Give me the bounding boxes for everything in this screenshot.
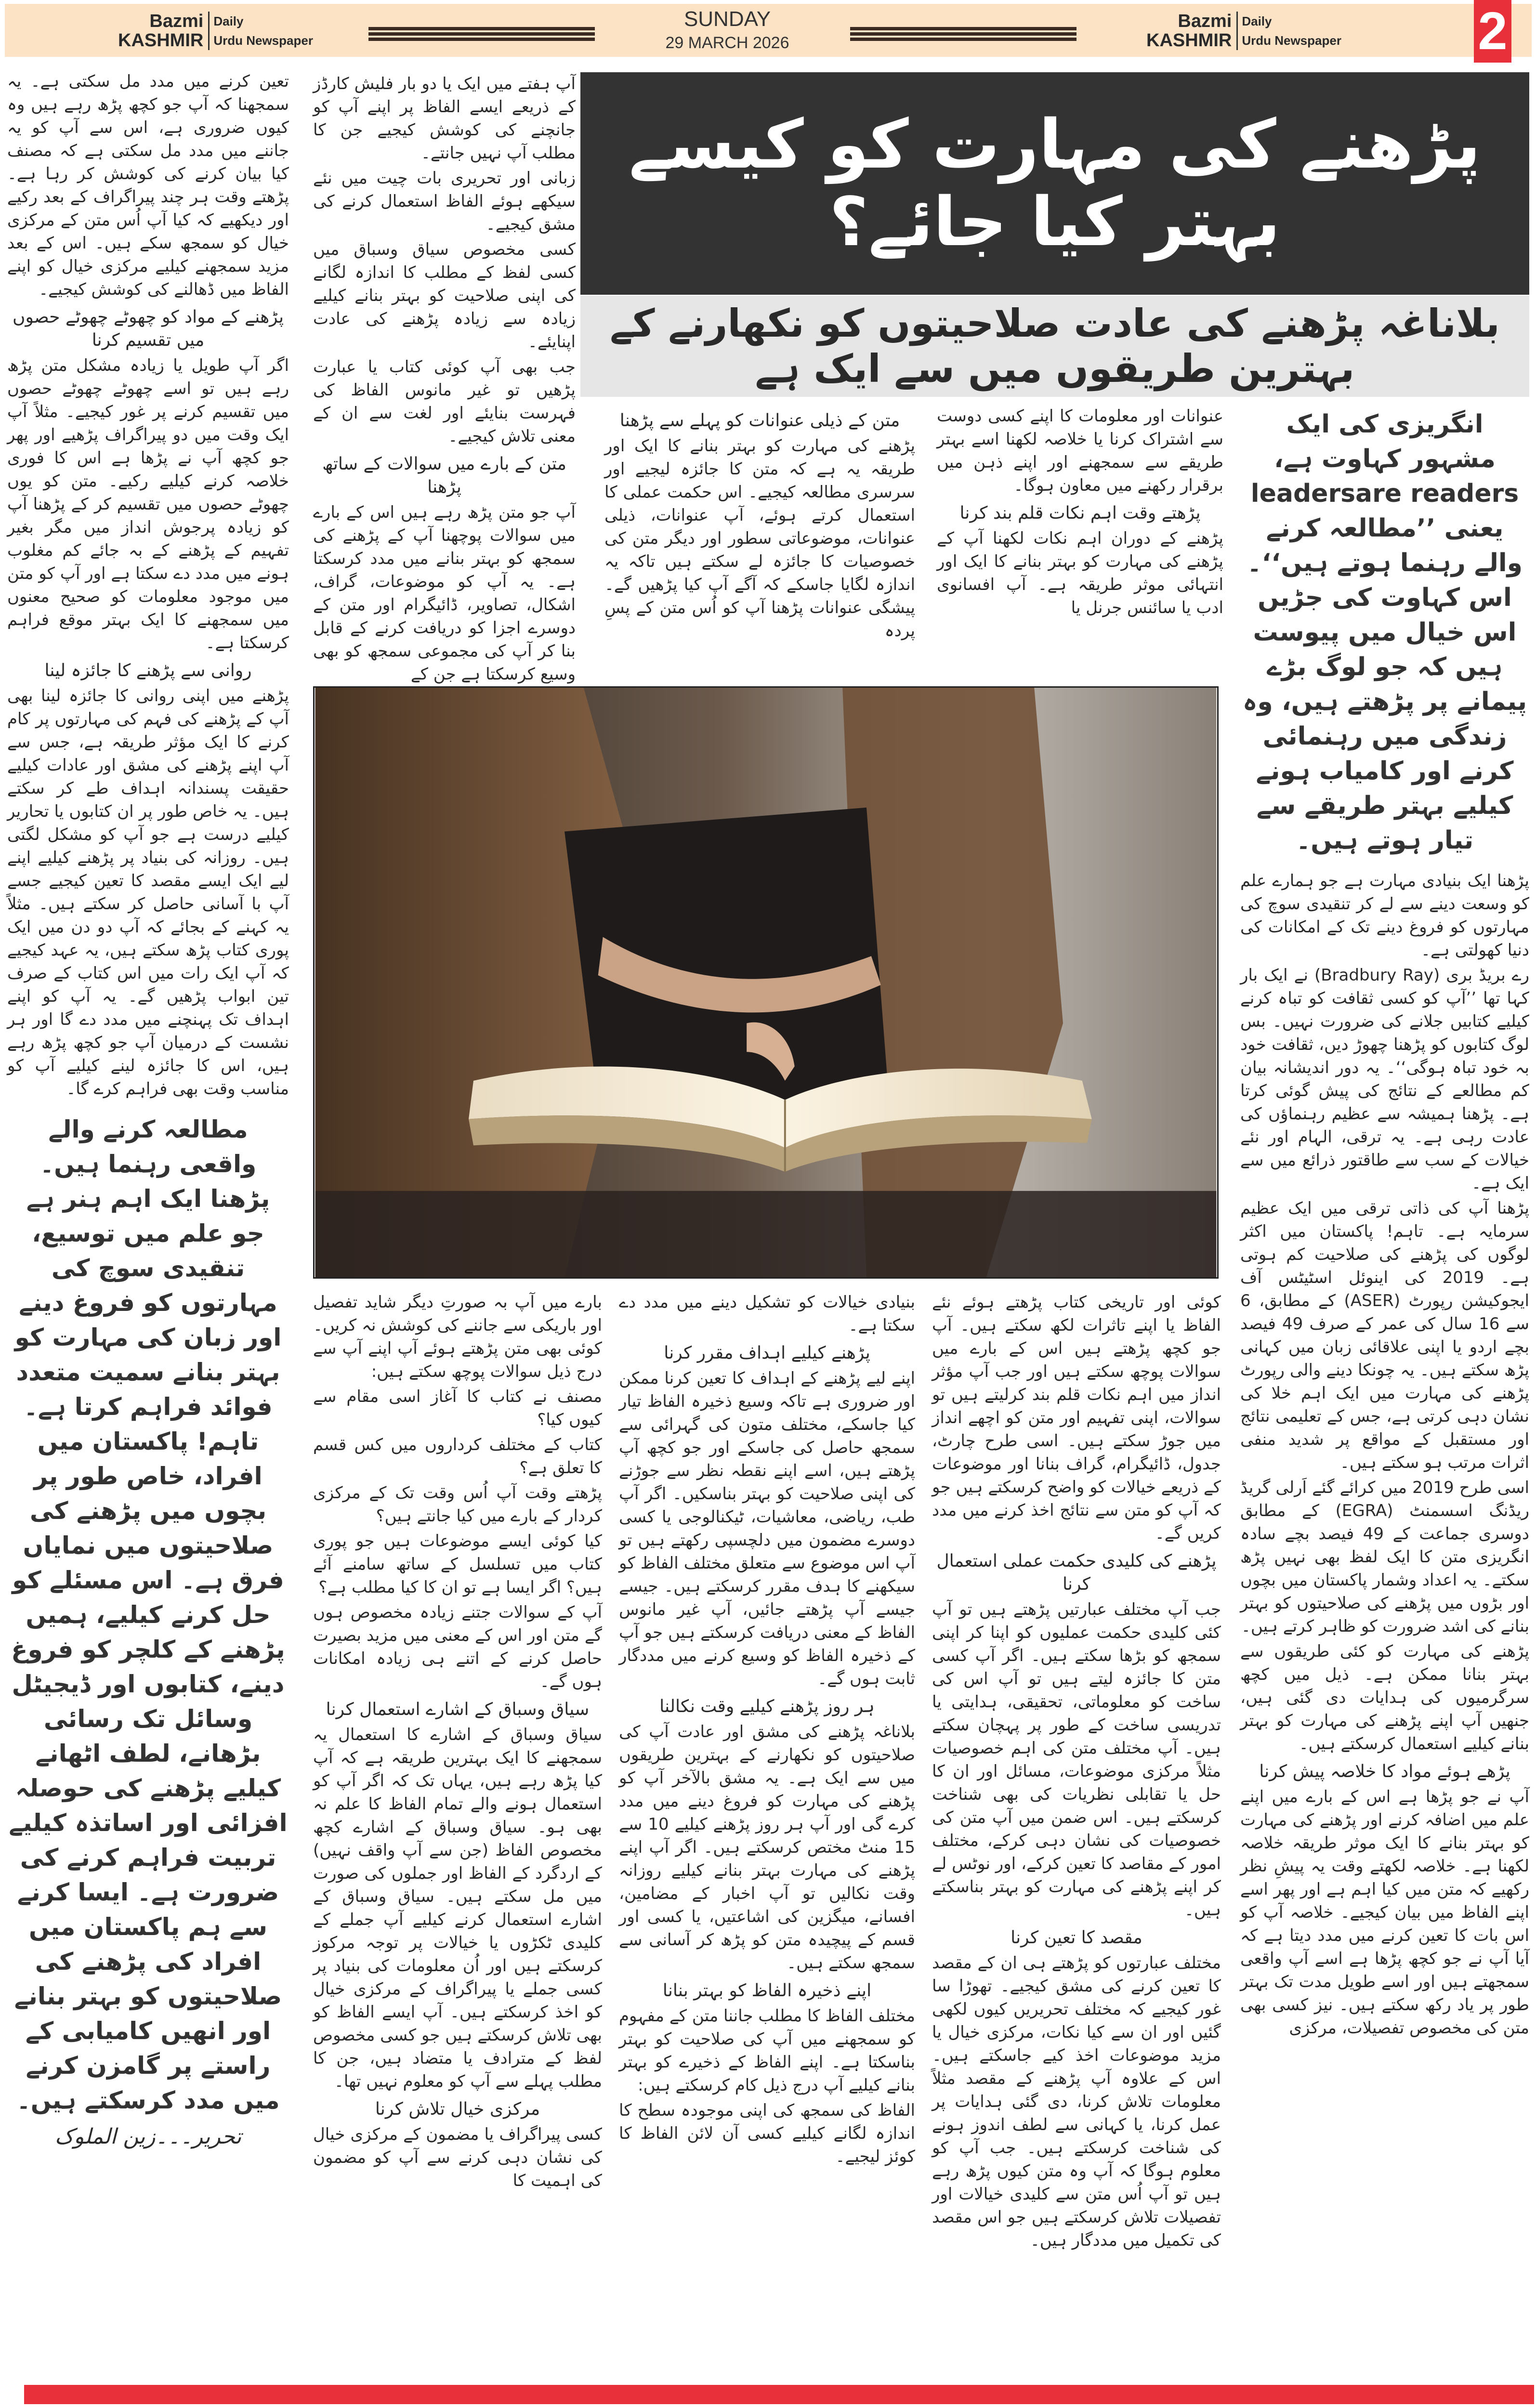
column-fourth-top [937, 405, 1223, 621]
body-paragraph: آپ کے سوالات جتنے زیادہ مخصوص ہوں گے متن اور اس کے معنی میں مزید بصیرت حاصل کرنے کے اتنے ہی زیادہ امکانات ہوں گے۔ [313, 1603, 602, 1691]
body-paragraph: جب آپ مختلف عبارتیں پڑھتے ہیں تو آپ کئی کلیدی حکمت عملیوں کو اپنا کر اپنی سمجھ کو بڑھا سکتے ہیں۔ اگر آپ کسی متن کا جائزہ لیتے ہیں تو آپ اس کی ساخت کو معلوماتی، تحقیقی، ہدایتی یا تدریسی ساخت کے طور پر پہچان سکتے ہیں۔ آپ مختلف متن کی اہم خصوصیات مثلاً مرکزی موضوعات، مسائل اور ان کا حل یا تقابلی نظریات کی بھی شناخت کرسکتے ہیں۔ اس ضمن میں آپ متن کی خصوصیات کی نشان دہی کرکے، مختلف امور کے مقاصد کا تعین کرکے، اور نوٹس لے کر اپنے پڑھنے کی مہارت کو بہتر بناسکتے ہیں۔ [932, 1600, 1221, 1920]
column-right-stack [1240, 407, 1529, 2042]
section-heading: متن کے ذیلی عنوانات کو پہلے سے پڑھنا [619, 411, 900, 431]
column-left-stack [7, 70, 289, 2149]
logo-tag-line1: Daily [1242, 14, 1272, 28]
body-paragraph: کسی پیراگراف یا مضمون کے مرکزی خیال کی نشان دہی کرنے سے آپ کو مضمون کی اہمیت کا [313, 2125, 602, 2190]
headline-box [580, 72, 1529, 295]
body-paragraph: الفاظ کی سمجھ کی اپنی موجودہ سطح کا اندازہ لگانے کیلیے کسی آن لائن الفاظ کا کوئز لیجیے۔ [619, 2101, 915, 2166]
column-bottom-a [313, 1291, 602, 2194]
section-heading: پڑھنے کیلیے اہداف مقرر کرنا [664, 1343, 870, 1363]
column-bottom-c [932, 1291, 1221, 2254]
subheadline-box [580, 296, 1529, 397]
body-paragraph: بلاناغہ پڑھنے کی مشق اور عادت آپ کی صلاحیتوں کو نکھارنے کے بہترین طریقوں میں سے ایک ہے۔ یہ مشق بالآخر آپ کو پڑھنے کی مہارت کو فروغ دینے میں مدد کرے گی اور آپ ہر روز پڑھنے کیلیے 10 سے 15 منٹ مختص کرسکتے ہیں۔ اگر آپ اپنے پڑھنے کی مہارت بہتر بنانے کیلیے روزانہ وقت نکالیں تو آپ اخبار کے مضامین، افسانے، میگزین کی اشاعتیں، یا کسی اور قسم کے پیچیدہ متن کو پڑھ کر آسانی سے سمجھ سکتے ہیں۔ [619, 1722, 916, 1973]
section-heading: پڑھے ہوئے مواد کا خلاصہ پیش کرنا [1259, 1762, 1510, 1781]
body-paragraph: پڑھنے کی مہارت کو بہتر بنانے کا ایک اور طریقہ یہ ہے کہ متن کا جائزہ لیجیے اور سرسری مطالعہ کیجیے۔ اس حکمت عملی کا استعمال کرتے ہوئے، آپ عنوانات، ذیلی عنوانات، موضوعاتی سطور اور دیگر متن کی خصوصیات کا جائزہ لے سکتے ہیں تاکہ یہ اندازہ لگایا جاسکے کہ آگے آپ کیا پڑھیں گے۔ پیشگی عنوانات پڑھنا آپ کو اُس متن کے پسِ پردہ [604, 436, 915, 641]
body-paragraph: مختلف عبارتوں کو پڑھتے ہی ان کے مقصد کا تعین کرنے کی مشق کیجیے۔ تھوڑا سا غور کیجیے کہ مختلف تحریریں کیوں لکھی گئیں اور ان سے کیا نکات، مرکزی خیال یا مزید موضوعات اخذ کیے جاسکتے ہیں۔ اس کے علاوہ آپ پڑھنے کے مقصد مثلاً معلومات تلاش کرنا، دی گئی ہدایات پر عمل کرنا، یا کہانی سے لطف اندوز ہونے کی شناخت کرسکتے ہیں۔ جب آپ کو معلوم ہوگا کہ آپ وہ متن کیوں پڑھ رہے ہیں تو آپ اُس متن سے کلیدی خیالات اور تفصیلات تلاش کرسکتے ہیں جو اس مقصد کی تکمیل میں مددگار ہیں۔ [932, 1953, 1221, 2250]
body-paragraph: پڑھنے میں اپنی روانی کا جائزہ لینا بھی آپ کے پڑھنے کی فہم کی مہارتوں پر کام کرنے کا ایک مؤثر طریقہ ہے، جس سے آپ اپنے پڑھنے کی مشق اور عادات کیلیے حقیقت پسندانہ اہداف طے کر سکتے ہیں۔ یہ خاص طور پر ان کتابوں یا تحاریر کیلیے درست ہے جو آپ کو مشکل لگتی ہیں۔ روزانہ کی بنیاد پر پڑھنے کیلیے اپنے لیے ایک ایسے مقصد کا تعین کیجیے جسے آپ با آسانی حاصل کر سکتے ہیں۔ مثلاً یہ کہنے کے بجائے کہ آپ دو دن میں ایک پوری کتاب پڑھ سکتے ہیں، یہ عہد کیجیے کہ آپ ایک رات میں اس کتاب کے صرف تین ابواب پڑھیں گے۔ یہ آپ کو اپنے اہداف تک پہنچنے میں مدد دے گا اور ہر نشست کے درمیان آپ جو کچھ پڑھ رہے ہیں، اس کا جائزہ لینے کیلیے آپ کو مناسب وقت بھی فراہم کرے گا۔ [7, 686, 289, 1099]
body-paragraph: رے بریڈ بری (Bradbury Ray) نے ایک بار کہا تھا ’’آپ کو کسی ثقافت کو تباہ کرنے کیلیے کتابیں جلانے کی ضرورت نہیں۔ بس لوگ کتابوں کو پڑھنا چھوڑ دیں، ثقافت خود بہ خود تباہ ہوگی‘‘۔ یہ دور اندیشانہ بیان کم مطالعے کے نتائج کی پیش گوئی کرتا ہے۔ پڑھنا ہمیشہ سے عظیم رہنماؤں کی عادت رہی ہے۔ یہ ترقی، الہام اور نئے خیالات کے سب سے طاقتور ذرائع میں سے ایک ہے۔ [1240, 966, 1530, 1193]
masthead-logo-left [118, 7, 313, 55]
body-paragraph: کیا کوئی ایسے موضوعات ہیں جو پوری کتاب میں تسلسل کے ساتھ سامنے آئے ہیں؟ اگر ایسا ہے تو ان کا کیا مطلب ہے؟ [313, 1531, 602, 1597]
body-paragraph: مصنف نے کتاب کا آغاز اسی مقام سے کیوں کیا؟ [313, 1387, 602, 1429]
article-headline: پڑھنے کی مہارت کو کیسے بہتر کیا جائے؟ [629, 105, 1481, 262]
logo-tag-line2: Urdu Newspaper [1242, 33, 1341, 48]
body-paragraph: بارے میں آپ بہ صورتِ دیگر شاید تفصیل اور باریکی سے جاننے کی کوشش نہ کریں۔ کوئی بھی متن پڑھتے ہوئے آپ اپنے آپ سے درج ذیل سوالات پوچھ سکتے ہیں: [313, 1293, 602, 1381]
issue-date: 29 MARCH 2026 [665, 34, 789, 52]
body-paragraph: کوئی اور تاریخی کتاب پڑھتے ہوئے نئے الفاظ یا اپنے تاثرات لکھ سکتے ہیں۔ آپ جو کچھ پڑھتے ہیں اس کے بارے میں سوالات پوچھ سکتے ہیں اور جب آپ مؤثر انداز میں اہم نکات قلم بند کرلیتے ہیں تو سوالات، اپنی تفہیم اور متن کو اچھے انداز میں جوڑ سکتے ہیں۔ اسی طرح چارٹ، جدول، ڈائیگرام، گراف بنانا اور موضوعات کے ذریعے خیالات کو واضح کرسکتے ہیں جو کہ آپ کو متن سے نتائج اخذ کرنے میں مدد کریں گے۔ [932, 1293, 1221, 1543]
body-paragraph: بنیادی خیالات کو تشکیل دینے میں مدد دے سکتا ہے۔ [619, 1293, 915, 1335]
logo-tag-line2: Urdu Newspaper [213, 33, 313, 48]
body-paragraph: آپ ہفتے میں ایک یا دو بار فلیش کارڈز کے ذریعے ایسے الفاظ پر اپنے آپ کو جانچنے کی کوشش کیجیے جن کا مطلب آپ نہیں جانتے۔ [313, 74, 576, 163]
body-paragraph: پڑھنے کے دوران اہم نکات لکھنا آپ کے پڑھنے کی مہارت کو بہتر بنانے کا ایک اور انتہائی موثر طریقہ ہے۔ آپ افسانوی ادب یا سائنس جرنل یا [937, 529, 1223, 617]
body-paragraph: کسی مخصوص سیاق وسباق میں کسی لفظ کے مطلب کا اندازہ لگانے کی اپنی صلاحیت کو بہتر بنانے کیلیے زیادہ سے زیادہ پڑھنے کی عادت اپنایئے۔ [313, 240, 576, 352]
body-paragraph: سیاق وسباق کے اشارے کا استعمال یہ سمجھنے کا ایک بہترین طریقہ ہے کہ آپ کیا پڑھ رہے ہیں، یہاں تک کہ اگر آپ کو استعمال ہونے والے تمام الفاظ کا علم نہ بھی ہو۔ سیاق وسباق کے اشارے کچھ مخصوص الفاظ (جن سے آپ واقف نہیں) کے اردگرد کے الفاظ اور جملوں کی صورت میں مل سکتے ہیں۔ سیاق وسباق کے اشارے استعمال کرنے کیلیے آپ جملے کے کلیدی ٹکڑوں یا خیالات پر توجہ مرکوز کرسکتے ہیں اور اُن معلومات کی بنیاد پر کسی جملے یا پیراگراف کے مرکزی خیال کو اخذ کرسکتے ہیں۔ آپ ایسے الفاظ کو بھی تلاش کرسکتے ہیں جو کسی مخصوص لفظ کے مترادف یا متضاد ہیں، جن کا مطلب پہلے سے آپ کو معلوم نہیں تھا۔ [313, 1725, 602, 2091]
section-heading: روانی سے پڑھنے کا جائزہ لینا [44, 661, 252, 681]
issue-date-block [665, 7, 790, 54]
column-left [7, 70, 289, 1102]
footer-accent-bar [24, 2385, 1534, 2404]
body-paragraph: زبانی اور تحریری بات چیت میں نئے سیکھے ہوئے الفاظ استعمال کرنے کی مشق کیجیے۔ [313, 169, 576, 234]
body-paragraph: پڑھتے وقت آپ اُس وقت تک کے مرکزی کردار کے بارے میں کیا جانتے ہیں؟ [313, 1483, 602, 1526]
article-subheadline: بلاناغہ پڑھنے کی عادت صلاحیتوں کو نکھارنے کے بہترین طریقوں میں سے ایک ہے [610, 301, 1500, 391]
body-paragraph: آپ جو متن پڑھ رہے ہیں اس کے بارے میں سوالات پوچھنا آپ کے پڑھنے کی سمجھ کو بہتر بنانے میں مدد کرسکتا ہے۔ یہ آپ کو موضوعات، گراف، اشکال، تصاویر، ڈائیگرام اور متن کے دوسرے اجزا کو دریافت کرنے کے قابل بنا کر آپ کی مجموعی سمجھ کو بھی وسیع کرسکتا ہے جن کے [313, 503, 576, 684]
body-paragraph: پڑھنا آپ کی ذاتی ترقی میں ایک عظیم سرمایہ ہے۔ تاہم! پاکستان میں اکثر لوگوں کی پڑھنے کی صلاحیت کم ہوتی ہے۔ 2019 کی اینوئل اسٹیٹس آف ایجوکیشن رپورٹ (ASER) کے مطابق، 6 سے 16 سال کی عمر کے صرف 49 فیصد بچے اردو یا اپنی علاقائی زبان میں کہانی پڑھ سکتے ہیں۔ یہ چونکا دینے والی رپورٹ پڑھنے کی مہارت میں ایک اہم خلا کی نشان دہی کرتی ہے، جس کے تعلیمی نتائج اور مستقبل کے مواقع پر شدید منفی اثرات مرتب ہو سکتے ہیں۔ [1240, 1199, 1530, 1472]
section-heading: پڑھنے کی کلیدی حکمت عملی استعمال کرنا [936, 1551, 1217, 1594]
issue-day: SUNDAY [683, 7, 771, 31]
column-right-body [1240, 869, 1529, 2042]
column-third-top [604, 405, 915, 644]
author-byline: تحریر۔۔۔زین الملوک [54, 2124, 242, 2149]
pull-quote-left: مطالعہ کرنے والے واقعی رہنما ہیں۔ پڑھنا ایک اہم ہنر ہے جو علم میں توسیع، تنقیدی سوچ کی مہارتوں کو فروغ دینے اور زبان کی مہارت کو بہتر بنانے سمیت متعدد فوائد فراہم کرتا ہے۔ تاہم! پاکستان میں افراد، خاص طور پر بچوں میں پڑھنے کی صلاحیتوں میں نمایاں فرق ہے۔ اس مسئلے کو حل کرنے کیلیے، ہمیں پڑھنے کے کلچر کو فروغ دینے، کتابوں اور ڈیجیٹل وسائل تک رسائی بڑھانے، لطف اٹھانے کیلیے پڑھنے کی حوصلہ افزائی اور اساتذہ کیلیے تربیت فراہم کرنے کی ضرورت ہے۔ ایسا کرنے سے ہم پاکستان میں افراد کی پڑھنے کی صلاحیتوں کو بہتر بنانے اور انھیں کامیابی کے راستے پر گامزن کرنے میں مدد کرسکتے ہیں۔ [9, 1115, 288, 2114]
body-paragraph: کتاب کے مختلف کرداروں میں کس قسم کا تعلق ہے؟ [313, 1435, 602, 1478]
logo-name-line1: Bazmi [149, 11, 204, 31]
section-heading: سیاق وسباق کے اشارے استعمال کرنا [326, 1700, 590, 1719]
masthead-logo-right [1146, 7, 1341, 55]
body-paragraph: آپ نے جو پڑھا ہے اس کے بارے میں اپنے علم میں اضافہ کرنے اور پڑھنے کی مہارت کو بہتر بنانے کا ایک موثر طریقہ خلاصہ لکھنا ہے۔ خلاصہ لکھتے وقت یہ پیشِ نظر رکھیے کہ متن میں کیا اہم ہے اور پھر اسے اپنے الفاظ میں بیان کیجیے۔ خلاصہ آپ کو اس بات کا تعین کرنے میں مدد دیتا ہے کہ آیا آپ نے جو کچھ پڑھا ہے اسے آپ واقعی سمجھتے ہیں اور اسے طویل مدت تک بہتر طور پر یاد رکھ سکتے ہیں۔ نیز کسی بھی متن کی مخصوص تفصیلات، مرکزی [1240, 1787, 1529, 2038]
logo-name-line2: KASHMIR [118, 30, 204, 51]
body-paragraph: تعین کرنے میں مدد مل سکتی ہے۔ یہ سمجھنا کہ آپ جو کچھ پڑھ رہے ہیں وہ کیوں ضروری ہے، اس سے آپ کو یہ جاننے میں مدد مل سکتی ہے کہ مصنف کیا بیان کرنے کی کوشش کر رہا ہے۔ پڑھتے وقت ہر چند پیراگراف کے بعد رکیے اور دیکھیے کہ کیا آپ اُس متن کے مرکزی خیال کو سمجھ سکے ہیں۔ اس کے بعد مزید سمجھنے کیلیے مرکزی خیال کو اپنے الفاظ میں ڈھالنے کی کوشش کیجیے۔ [7, 72, 289, 299]
logo-tag-line1: Daily [213, 14, 244, 28]
person-reading-book-photo-icon [315, 688, 1217, 1277]
page-number-badge: 2 [1474, 0, 1511, 63]
body-paragraph: پڑھنا ایک بنیادی مہارت ہے جو ہمارے علم کو وسعت دینے سے لے کر تنقیدی سوچ کی مہارتوں کو فروغ دینے تک کے امکانات کی دنیا کھولتی ہے۔ [1240, 871, 1529, 960]
column-second-top [313, 72, 576, 688]
body-paragraph: پڑھنے کی مہارت کو کئی طریقوں سے بہتر بنانا ممکن ہے۔ ذیل میں کچھ سرگرمیوں کی ہدایات دی گئی ہیں، جنھیں آپ اپنے پڑھنے کی مہارت کو بہتر بنانے کیلیے استعمال کرسکتے ہیں۔ [1240, 1642, 1529, 1754]
article-photo [313, 686, 1219, 1279]
logo-name-line2: KASHMIR [1146, 30, 1232, 51]
body-paragraph: عنوانات اور معلومات کا اپنے کسی دوست سے اشتراک کرنا یا خلاصہ لکھنا اسے بہتر طریقے سے سمجھنے اور اپنے ذہن میں برقرار رکھنے میں معاون ہوگا۔ [937, 406, 1223, 495]
section-heading: پڑھتے وقت اہم نکات قلم بند کرنا [959, 503, 1201, 523]
section-heading: مقصد کا تعین کرنا [1011, 1928, 1142, 1948]
body-paragraph: اپنے لیے پڑھنے کے اہداف کا تعین کرنا ممکن اور ضروری ہے تاکہ وسیع ذخیرہ الفاظ تیار کیا جاسکے، مختلف متون کی گہرائی سے سمجھ حاصل کی جاسکے اور جو کچھ آپ پڑھتے ہیں، اسے اپنے نقطہ نظر سے جوڑنے کی اپنی صلاحیت کو بہتر بناسکیں۔ اگر آپ طب، ریاضی، معاشیات، ٹیکنالوجی یا کسی دوسرے مضمون میں دلچسپی رکھتے ہیں تو آپ اس موضوع سے متعلق مختلف الفاظ کو سیکھنے کا ہدف مقرر کرسکتے ہیں۔ جیسے جیسے آپ پڑھتے جائیں، آپ غیر مانوس الفاظ کے معنی دریافت کرسکتے ہیں جو آپ کے ذخیرہ الفاظ کو وسیع کرنے میں مددگار ثابت ہوں گے۔ [619, 1369, 915, 1688]
body-paragraph: اسی طرح 2019 میں کرائے گئے اَرلی گریڈ ریڈنگ اسسمنٹ (EGRA) کے مطابق دوسری جماعت کے 49 فیصد بچے سادہ انگریزی متن کا ایک لفظ بھی نہیں پڑھ سکتے۔ یہ اعداد وشمار پاکستان میں بچوں اور بڑوں میں پڑھنے کی صلاحیتوں کو بہتر بنانے کی اشد ضرورت کو ظاہر کرتے ہیں۔ [1240, 1478, 1529, 1636]
body-paragraph: اگر آپ طویل یا زیادہ مشکل متن پڑھ رہے ہیں تو اسے چھوٹے چھوٹے حصوں میں تقسیم کرنے پر غور کیجیے۔ مثلاً آپ ایک وقت میں دو پیراگراف پڑھیے اور پھر جو کچھ آپ نے پڑھا ہے اس کا فوری خلاصہ کرنے کیلیے رکیے۔ متن کو یوں چھوٹے حصوں میں تقسیم کر کے پڑھنا آپ کو زیادہ پرجوش انداز میں مگر بغیر تفہیم کے پڑھنے کے بہ جائے کم مغلوب ہونے میں مدد دے سکتا ہے اور آپ کو متن میں موجود معلومات کو صحیح معنوں میں سمجھنے کا ایک بہتر موقع فراہم کرسکتا ہے۔ [7, 356, 289, 653]
section-heading: متن کے بارے میں سوالات کے ساتھ پڑھنا [322, 454, 566, 497]
column-bottom-b [619, 1291, 915, 2170]
section-heading: پڑھنے کے مواد کو چھوٹے چھوٹے حصوں میں تقسیم کرنا [13, 307, 284, 350]
logo-name-line1: Bazmi [1178, 11, 1232, 31]
section-heading: ہر روز پڑھنے کیلیے وقت نکالنا [659, 1697, 875, 1716]
decorative-rules-right [850, 25, 1077, 42]
section-heading: مرکزی خیال تلاش کرنا [375, 2099, 540, 2119]
body-paragraph: مختلف الفاظ کا مطلب جاننا متن کے مفہوم کو سمجھنے میں آپ کی صلاحیت کو بہتر بناسکتا ہے۔ اپنے الفاظ کے ذخیرے کو بہتر بنانے کیلیے آپ درج ذیل کام کرسکتے ہیں: [619, 2006, 915, 2095]
decorative-rules-left [368, 25, 595, 42]
section-heading: اپنے ذخیرہ الفاظ کو بہتر بنانا [662, 1981, 872, 2001]
body-paragraph: جب بھی آپ کوئی کتاب یا عبارت پڑھیں تو غیر مانوس الفاظ کی فہرست بنایئے اور لغت سے ان کے معنی تلاش کیجیے۔ [313, 357, 576, 446]
pull-quote-right: انگریزی کی ایک مشہور کہاوت ہے، leadersare readers یعنی ’’مطالعہ کرنے والے رہنما ہوتے ہیں‘‘۔اس کہاوت کی جڑیں اس خیال میں پیوست ہیں کہ جو لوگ بڑے پیمانے پر پڑھتے ہیں، وہ زندگی میں رہنمائی کرنے اور کامیاب ہونے کیلیے بہتر طریقے سے تیار ہوتے ہیں۔ [1242, 410, 1527, 855]
